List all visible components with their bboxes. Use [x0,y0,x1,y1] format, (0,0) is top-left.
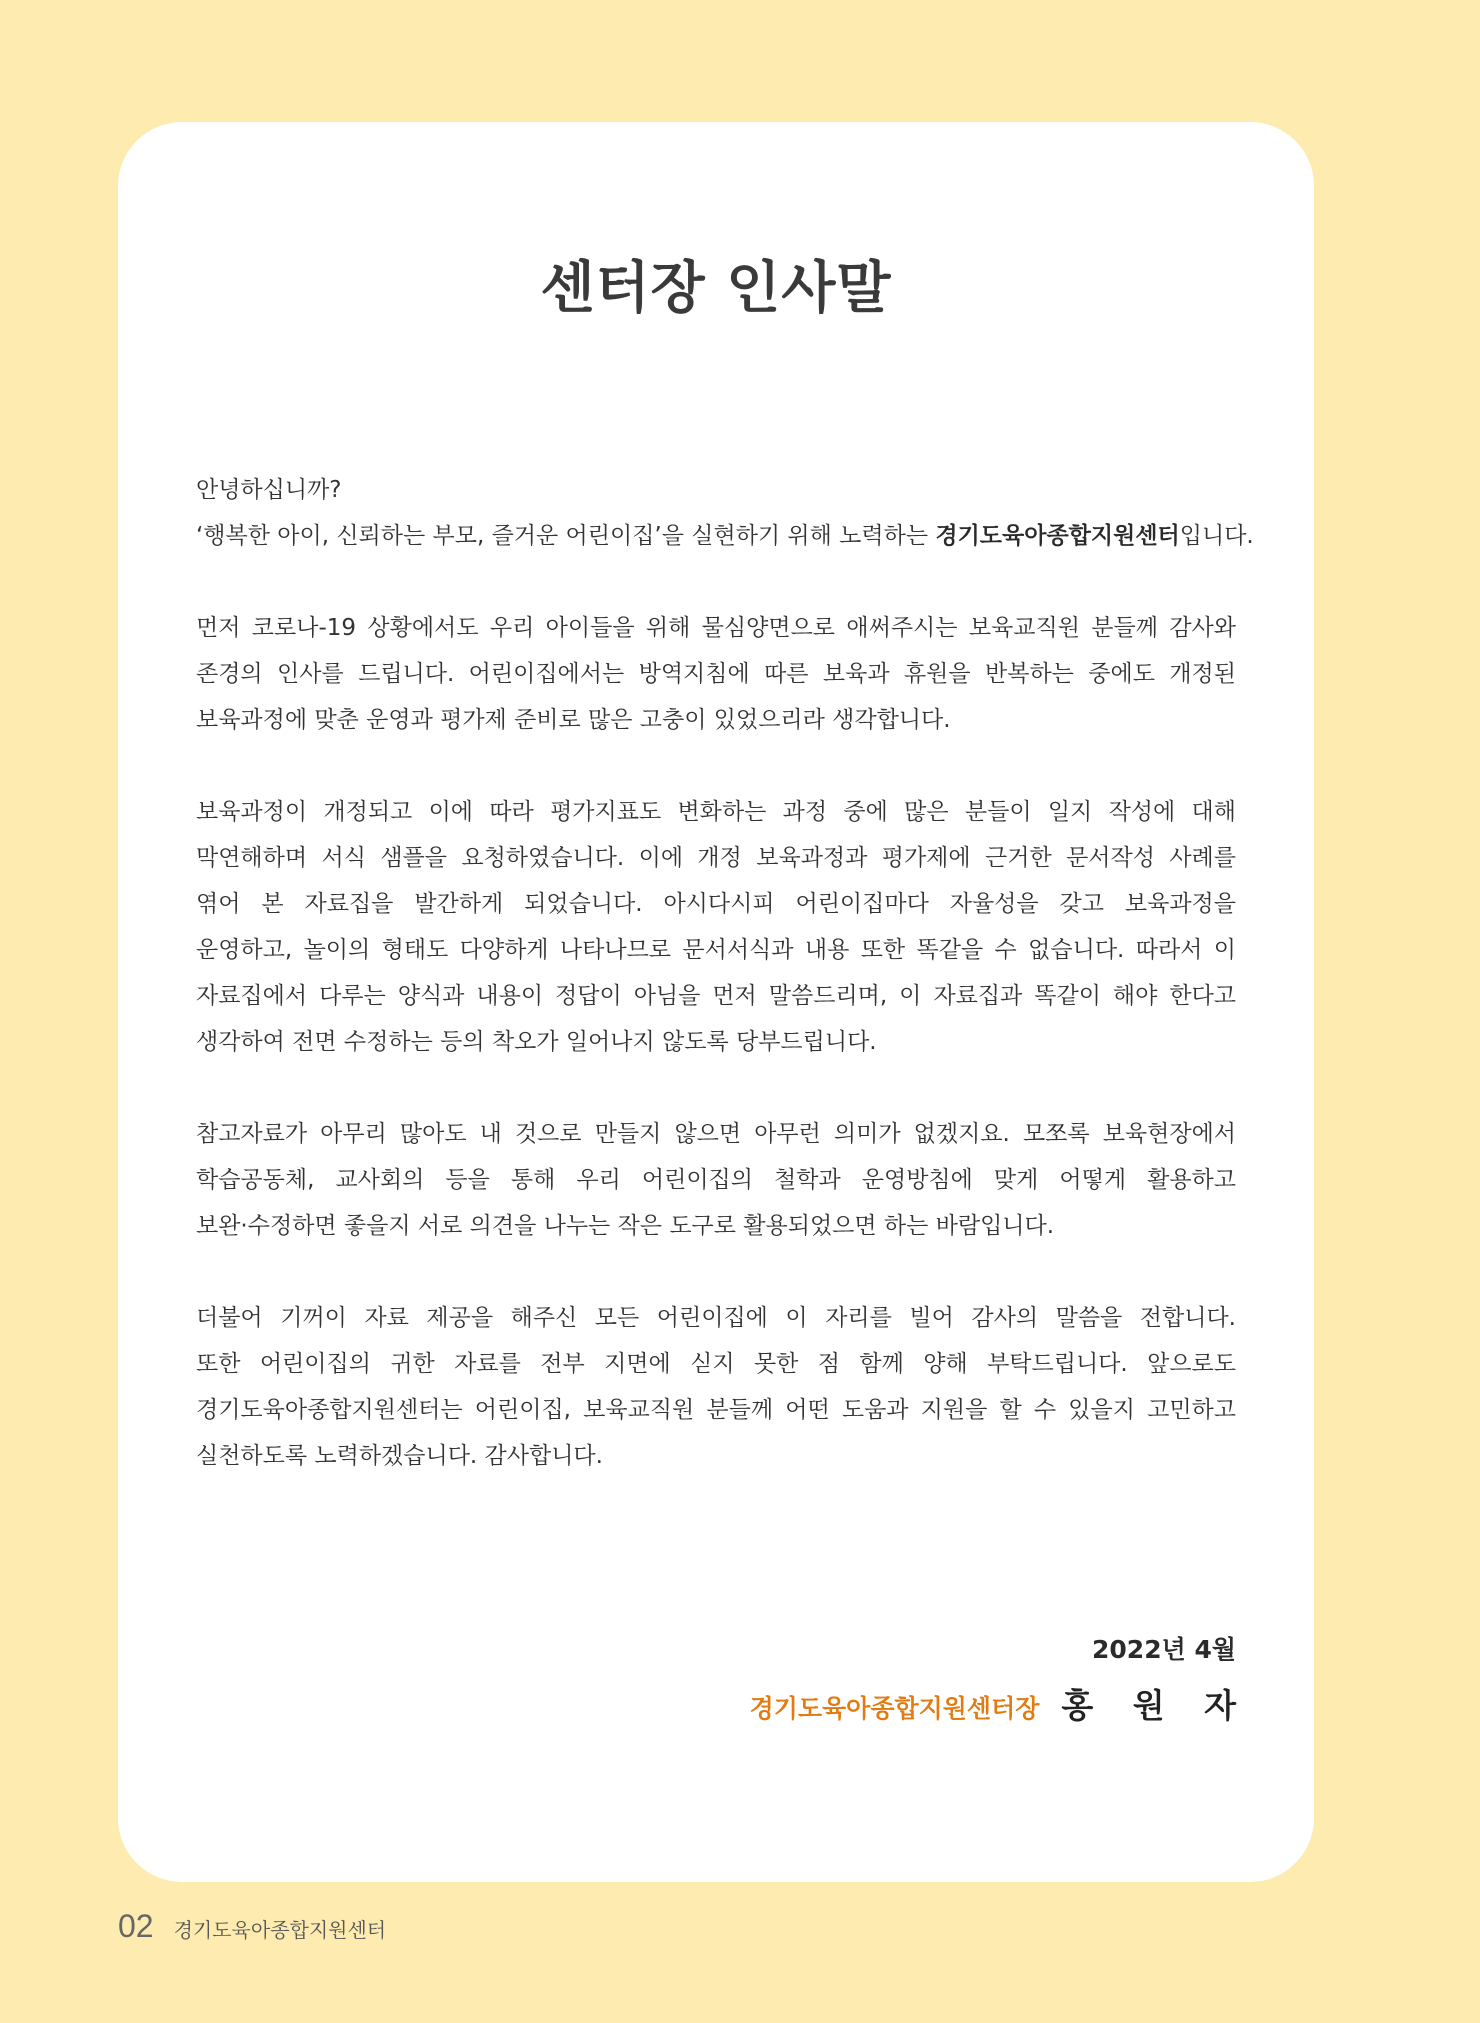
text-segment: 더불어 기꺼이 자료 제공을 해주신 모든 어린이집에 이 자리를 빌어 감사의 말씀을 전합니다. [196,1305,1236,1331]
text-line [196,1019,1236,1065]
text-line [196,651,1236,697]
signature-date: 2022년 4월 [1092,1635,1236,1664]
text-line [196,1341,1236,1387]
text-line [196,1433,1236,1479]
text-segment: 학습공동체, 교사회의 등을 통해 우리 어린이집의 철학과 운영방침에 맞게 어떻게 활용하고 [196,1167,1236,1193]
text-segment: 입니다. [1179,523,1254,549]
text-segment: 경기도육아종합지원센터는 어린이집, 보육교직원 분들께 어떤 도움과 지원을 할 수 있을지 고민하고 [196,1397,1236,1423]
text-line [196,881,1236,927]
signature-block [749,1630,1250,1727]
text-segment: 안녕하십니까? [196,477,342,503]
text-segment: 존경의 인사를 드립니다. 어린이집에서는 방역지침에 따른 보육과 휴원을 반복하는 중에도 개정된 [196,661,1236,687]
text-segment: 보육과정이 개정되고 이에 따라 평가지표도 변화하는 과정 중에 많은 분들이 일지 작성에 대해 [196,799,1236,825]
text-line [196,1111,1236,1157]
text-segment: 참고자료가 아무리 많아도 내 것으로 만들지 않으면 아무런 의미가 없겠지요. 모쪼록 보육현장에서 [196,1121,1236,1147]
page-footer [118,1908,386,1945]
text-segment: 먼저 코로나-19 상황에서도 우리 아이들을 위해 물심양면으로 애써주시는 보육교직원 분들께 감사와 [196,615,1236,641]
signature-organization: 경기도육아종합지원센터장 [749,1694,1040,1723]
paragraph-5 [196,1295,1236,1479]
text-line [196,467,1236,513]
text-segment: 보육과정에 맞춘 운영과 평가제 준비로 많은 고충이 있었으리라 생각합니다. [196,707,951,733]
paragraph-4 [196,1111,1236,1249]
text-segment: 생각하여 전면 수정하는 등의 착오가 일어나지 않도록 당부드립니다. [196,1029,877,1055]
page-number: 02 [118,1908,154,1944]
text-segment: 또한 어린이집의 귀한 자료를 전부 지면에 싣지 못한 점 함께 양해 부탁드립니다. 앞으로도 [196,1351,1236,1377]
footer-label: 경기도육아종합지원센터 [173,1918,387,1942]
text-segment: ‘행복한 아이, 신뢰하는 부모, 즐거운 어린이집’을 실현하기 위해 노력하는 [196,523,936,549]
text-line [196,973,1236,1019]
greeting-body [196,467,1254,1525]
paragraph-3 [196,789,1236,1065]
text-segment: 자료집에서 다루는 양식과 내용이 정답이 아님을 먼저 말씀드리며, 이 자료집과 똑같이 해야 한다고 [196,983,1236,1009]
text-line [196,1203,1236,1249]
text-segment: 운영하고, 놀이의 형태도 다양하게 나타나므로 문서서식과 내용 또한 똑같을 수 없습니다. 따라서 이 [196,937,1236,963]
text-line [196,1387,1236,1433]
text-line [196,1295,1236,1341]
page-title: 센터장 인사말 [540,256,892,321]
text-line [196,513,1254,559]
text-line [196,1157,1236,1203]
greeting-card [118,122,1314,1882]
text-segment: 엮어 본 자료집을 발간하게 되었습니다. 아시다시피 어린이집마다 자율성을 갖고 보육과정을 [196,891,1236,917]
text-line [196,927,1236,973]
signature-line [749,1680,1250,1727]
text-segment: 막연해하며 서식 샘플을 요청하였습니다. 이에 개정 보육과정과 평가제에 근거한 문서작성 사례를 [196,845,1236,871]
emphasized-text: 경기도육아종합지원센터 [935,523,1180,549]
text-line [196,605,1236,651]
text-segment: 실천하도록 노력하겠습니다. 감사합니다. [196,1443,603,1469]
text-segment: 보완·수정하면 좋을지 서로 의견을 나누는 작은 도구로 활용되었으면 하는 바람입니다. [196,1213,1055,1239]
text-line [196,789,1236,835]
paragraph-2 [196,605,1236,743]
text-line [196,835,1236,881]
text-line [196,697,1236,743]
signature-name: 홍 원 자 [1061,1686,1250,1725]
paragraph-1 [196,467,1254,559]
